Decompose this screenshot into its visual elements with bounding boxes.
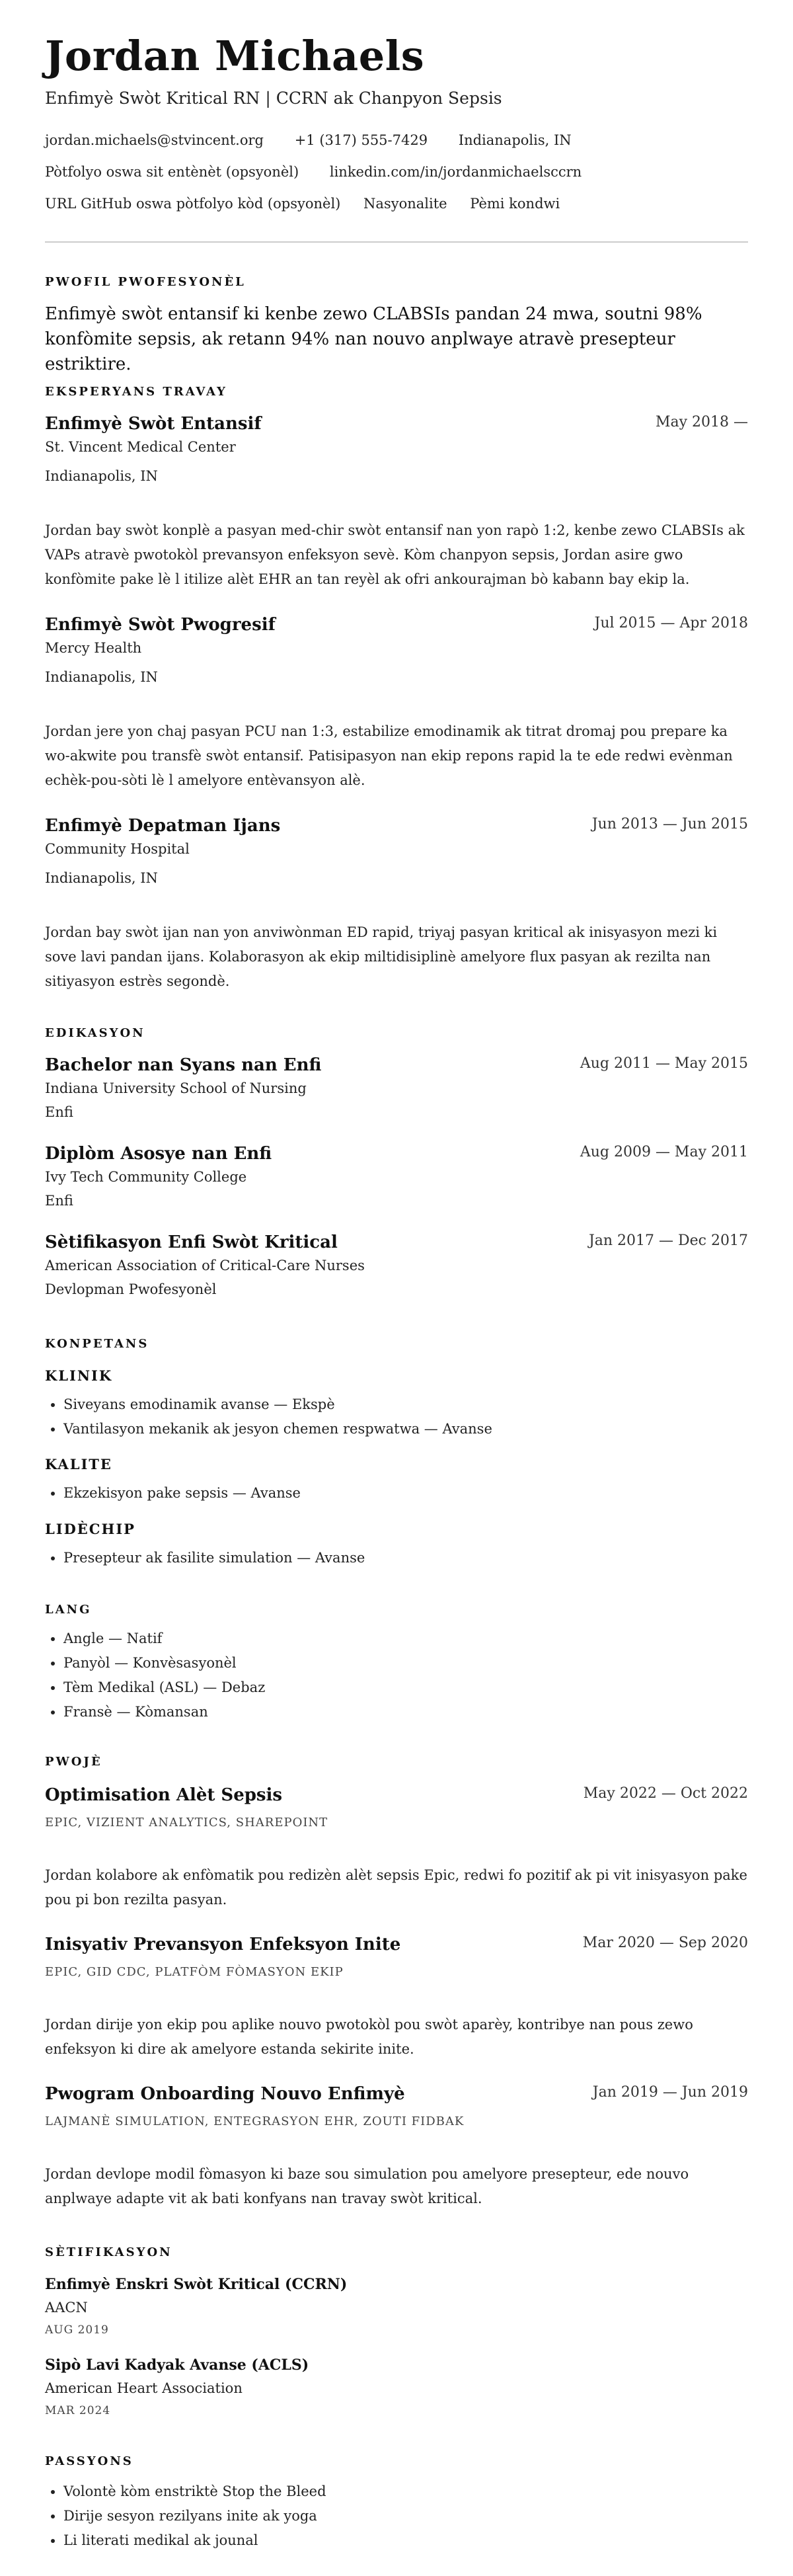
- experience-org: Mercy Health: [45, 640, 142, 656]
- contact-license: Pèmi kondwi: [470, 196, 560, 212]
- language-item: • Tèm Medikal (ASL) — Debaz: [63, 1675, 748, 1700]
- project-date: May 2022 — Oct 2022: [583, 1785, 748, 1802]
- summary-text: Enfimyè swòt entansif ki kenbe zewo CLABSIs pandan 24 mwa, soutni 98% konfòmite sepsis, ak retann 94% nan nouvo anplwaye atravè presepteur estriktire.: [45, 304, 702, 374]
- project-date: Jan 2019 — Jun 2019: [592, 2084, 748, 2101]
- education-title: Diplòm Asosye nan Enfi: [45, 1144, 272, 1164]
- education-field: Enfi: [45, 1193, 73, 1209]
- project-title: Optimisation Alèt Sepsis: [45, 1785, 283, 1805]
- skill-category: KLINIK: [45, 1367, 113, 1384]
- projects-heading: PWOJÈ: [45, 1755, 102, 1769]
- skill-list: [45, 1546, 748, 1570]
- experience-org: St. Vincent Medical Center: [45, 439, 236, 455]
- experience-desc: Jordan bay swòt ijan nan yon anviwònman ED rapid, triyaj pasyan kritical ak inisyasyon mezi ki sove lavi pandan ijans. Kolaborasyon ak ekip miltidisiplinè amelyore flux pasyan ak rezilta nan sitiyasyon estrès segondè.: [45, 924, 718, 989]
- summary-heading: PWOFIL PWOFESYONÈL: [45, 275, 246, 289]
- experience-date: Jun 2013 — Jun 2015: [591, 816, 748, 832]
- project-tags: LAJMANÈ SIMULATION, ENTEGRASYON EHR, ZOUTI FIDBAK: [45, 2114, 465, 2128]
- education-date: Aug 2009 — May 2011: [580, 1144, 748, 1160]
- interests-list: [45, 2479, 748, 2553]
- contact-email[interactable]: jordan.michaels@stvincent.org: [45, 132, 264, 148]
- header-divider: [45, 241, 748, 243]
- certifications-heading: SÈTIFIKASYON: [45, 2245, 172, 2259]
- language-item: • Fransè — Kòmansan: [63, 1700, 748, 1724]
- skills-heading: KONPETANS: [45, 1337, 149, 1351]
- candidate-name: Jordan Michaels: [45, 32, 425, 80]
- education-title: Sètifikasyon Enfi Swòt Kritical: [45, 1232, 338, 1252]
- project-desc: Jordan dirije yon ekip pou aplike nouvo pwotokòl pou swòt aparèy, kontribye nan pous zewo enfeksyon ki dire ak amelyore estanda sekirite inite.: [45, 2017, 693, 2057]
- skill-category: KALITE: [45, 1456, 112, 1472]
- project-date: Mar 2020 — Sep 2020: [582, 1935, 748, 1951]
- skill-item: • Presepteur ak fasilite simulation — Avanse: [63, 1546, 748, 1570]
- experience-date: Jul 2015 — Apr 2018: [594, 615, 748, 631]
- project-tags: EPIC, VIZIENT ANALYTICS, SHAREPOINT: [45, 1816, 328, 1830]
- education-field: Enfi: [45, 1104, 73, 1120]
- project-desc: Jordan kolabore ak enfòmatik pou redizèn alèt sepsis Epic, redwi fo pozitif ak pi vit inisyasyon pake pou pi bon rezilta pasyan.: [45, 1867, 747, 1908]
- project-tags: EPIC, GID CDC, PLATFÒM FÒMASYON EKIP: [45, 1965, 344, 1979]
- education-item: [45, 1144, 748, 1164]
- skill-category: LIDÈCHIP: [45, 1521, 135, 1537]
- skill-item: • Vantilasyon mekanik ak jesyon chemen respwatwa — Avanse: [63, 1417, 748, 1441]
- language-item: • Panyòl — Konvèsasyonèl: [63, 1651, 748, 1675]
- education-org: Ivy Tech Community College: [45, 1169, 247, 1185]
- experience-location: Indianapolis, IN: [45, 870, 158, 886]
- contact-row-1: [45, 132, 598, 148]
- languages-heading: LANG: [45, 1603, 92, 1617]
- project-desc: Jordan devlope modil fòmasyon ki baze sou simulation pou amelyore presepteur, ede nouvo anplwaye adapte vit ak bati konfyans nan travay swòt kritical.: [45, 2166, 689, 2206]
- experience-desc: Jordan jere yon chaj pasyan PCU nan 1:3, estabilize emodinamik ak titrat dromaj pou prepare ka wo-akwite pou transfè swòt entansif. Patisipasyon nan ekip repons rapid la te ede redwi evènman echèk-pou-sòti lè l amelyore entèvansyon alè.: [45, 723, 733, 788]
- candidate-subtitle: Enfimyè Swòt Kritical RN | CCRN ak Chanpyon Sepsis: [45, 89, 502, 108]
- contact-row-3: [45, 196, 586, 212]
- skill-list: [45, 1481, 748, 1506]
- interest-item: • Dirije sesyon rezilyans inite ak yoga: [63, 2504, 748, 2528]
- certification-title: Enfimyè Enskri Swòt Kritical (CCRN): [45, 2276, 348, 2293]
- experience-title: Enfimyè Depatman Ijans: [45, 816, 281, 836]
- certification-date: MAR 2024: [45, 2404, 111, 2417]
- experience-item: [45, 816, 748, 836]
- project-title: Inisyativ Prevansyon Enfeksyon Inite: [45, 1935, 401, 1954]
- education-item: [45, 1055, 748, 1075]
- education-org: Indiana University School of Nursing: [45, 1080, 307, 1096]
- experience-item: [45, 615, 748, 635]
- contact-row-2: [45, 164, 608, 180]
- language-item: • Angle — Natif: [63, 1627, 748, 1651]
- skill-list: [45, 1392, 748, 1441]
- skill-item: • Siveyans emodinamik avanse — Ekspè: [63, 1392, 748, 1417]
- contact-github[interactable]: URL GitHub oswa pòtfolyo kòd (opsyonèl): [45, 196, 341, 212]
- experience-location: Indianapolis, IN: [45, 468, 158, 484]
- project-item: [45, 2084, 748, 2104]
- interest-item: • Li literati medikal ak jounal: [63, 2528, 748, 2553]
- certification-issuer: AACN: [45, 2300, 88, 2315]
- education-title: Bachelor nan Syans nan Enfi: [45, 1055, 322, 1075]
- education-date: Aug 2011 — May 2015: [580, 1055, 748, 1072]
- experience-heading: EKSPERYANS TRAVAY: [45, 385, 227, 399]
- experience-title: Enfimyè Swòt Pwogresif: [45, 615, 276, 635]
- interest-item: • Volontè kòm enstriktè Stop the Bleed: [63, 2479, 748, 2504]
- education-item: [45, 1232, 748, 1252]
- education-field: Devlopman Pwofesyonèl: [45, 1281, 217, 1297]
- interests-heading: PASSYONS: [45, 2454, 133, 2468]
- project-title: Pwogram Onboarding Nouvo Enfimyè: [45, 2084, 405, 2104]
- contact-portfolio[interactable]: Pòtfolyo oswa sit entènèt (opsyonèl): [45, 164, 299, 180]
- education-heading: EDIKASYON: [45, 1026, 145, 1040]
- contact-phone[interactable]: +1 (317) 555-7429: [294, 132, 428, 148]
- certification-issuer: American Heart Association: [45, 2380, 243, 2396]
- experience-item: [45, 414, 748, 434]
- certification-title: Sipò Lavi Kadyak Avanse (ACLS): [45, 2356, 309, 2374]
- experience-desc: Jordan bay swòt konplè a pasyan med-chir swòt entansif nan yon rapò 1:2, kenbe zewo CLABSIs ak VAPs atravè pwotokòl prevansyon enfeksyon sevè. Kòm chanpyon sepsis, Jordan asire gwo konfòmite pake lè l itilize alèt EHR an tan reyèl ak ofri ankourajman bò kabann bay ekip la.: [45, 522, 745, 587]
- skill-item: • Ekzekisyon pake sepsis — Avanse: [63, 1481, 748, 1506]
- experience-location: Indianapolis, IN: [45, 669, 158, 685]
- language-list: [45, 1627, 748, 1724]
- experience-date: May 2018 —: [655, 414, 748, 430]
- contact-nationality: Nasyonalite: [363, 196, 447, 212]
- project-item: [45, 1935, 748, 1954]
- experience-org: Community Hospital: [45, 841, 190, 857]
- education-date: Jan 2017 — Dec 2017: [588, 1232, 748, 1249]
- certification-date: AUG 2019: [45, 2323, 109, 2337]
- experience-title: Enfimyè Swòt Entansif: [45, 414, 262, 434]
- contact-location: Indianapolis, IN: [458, 132, 572, 148]
- education-org: American Association of Critical-Care Nurses: [45, 1258, 365, 1273]
- contact-linkedin[interactable]: linkedin.com/in/jordanmichaelsccrn: [329, 164, 582, 180]
- project-item: [45, 1785, 748, 1805]
